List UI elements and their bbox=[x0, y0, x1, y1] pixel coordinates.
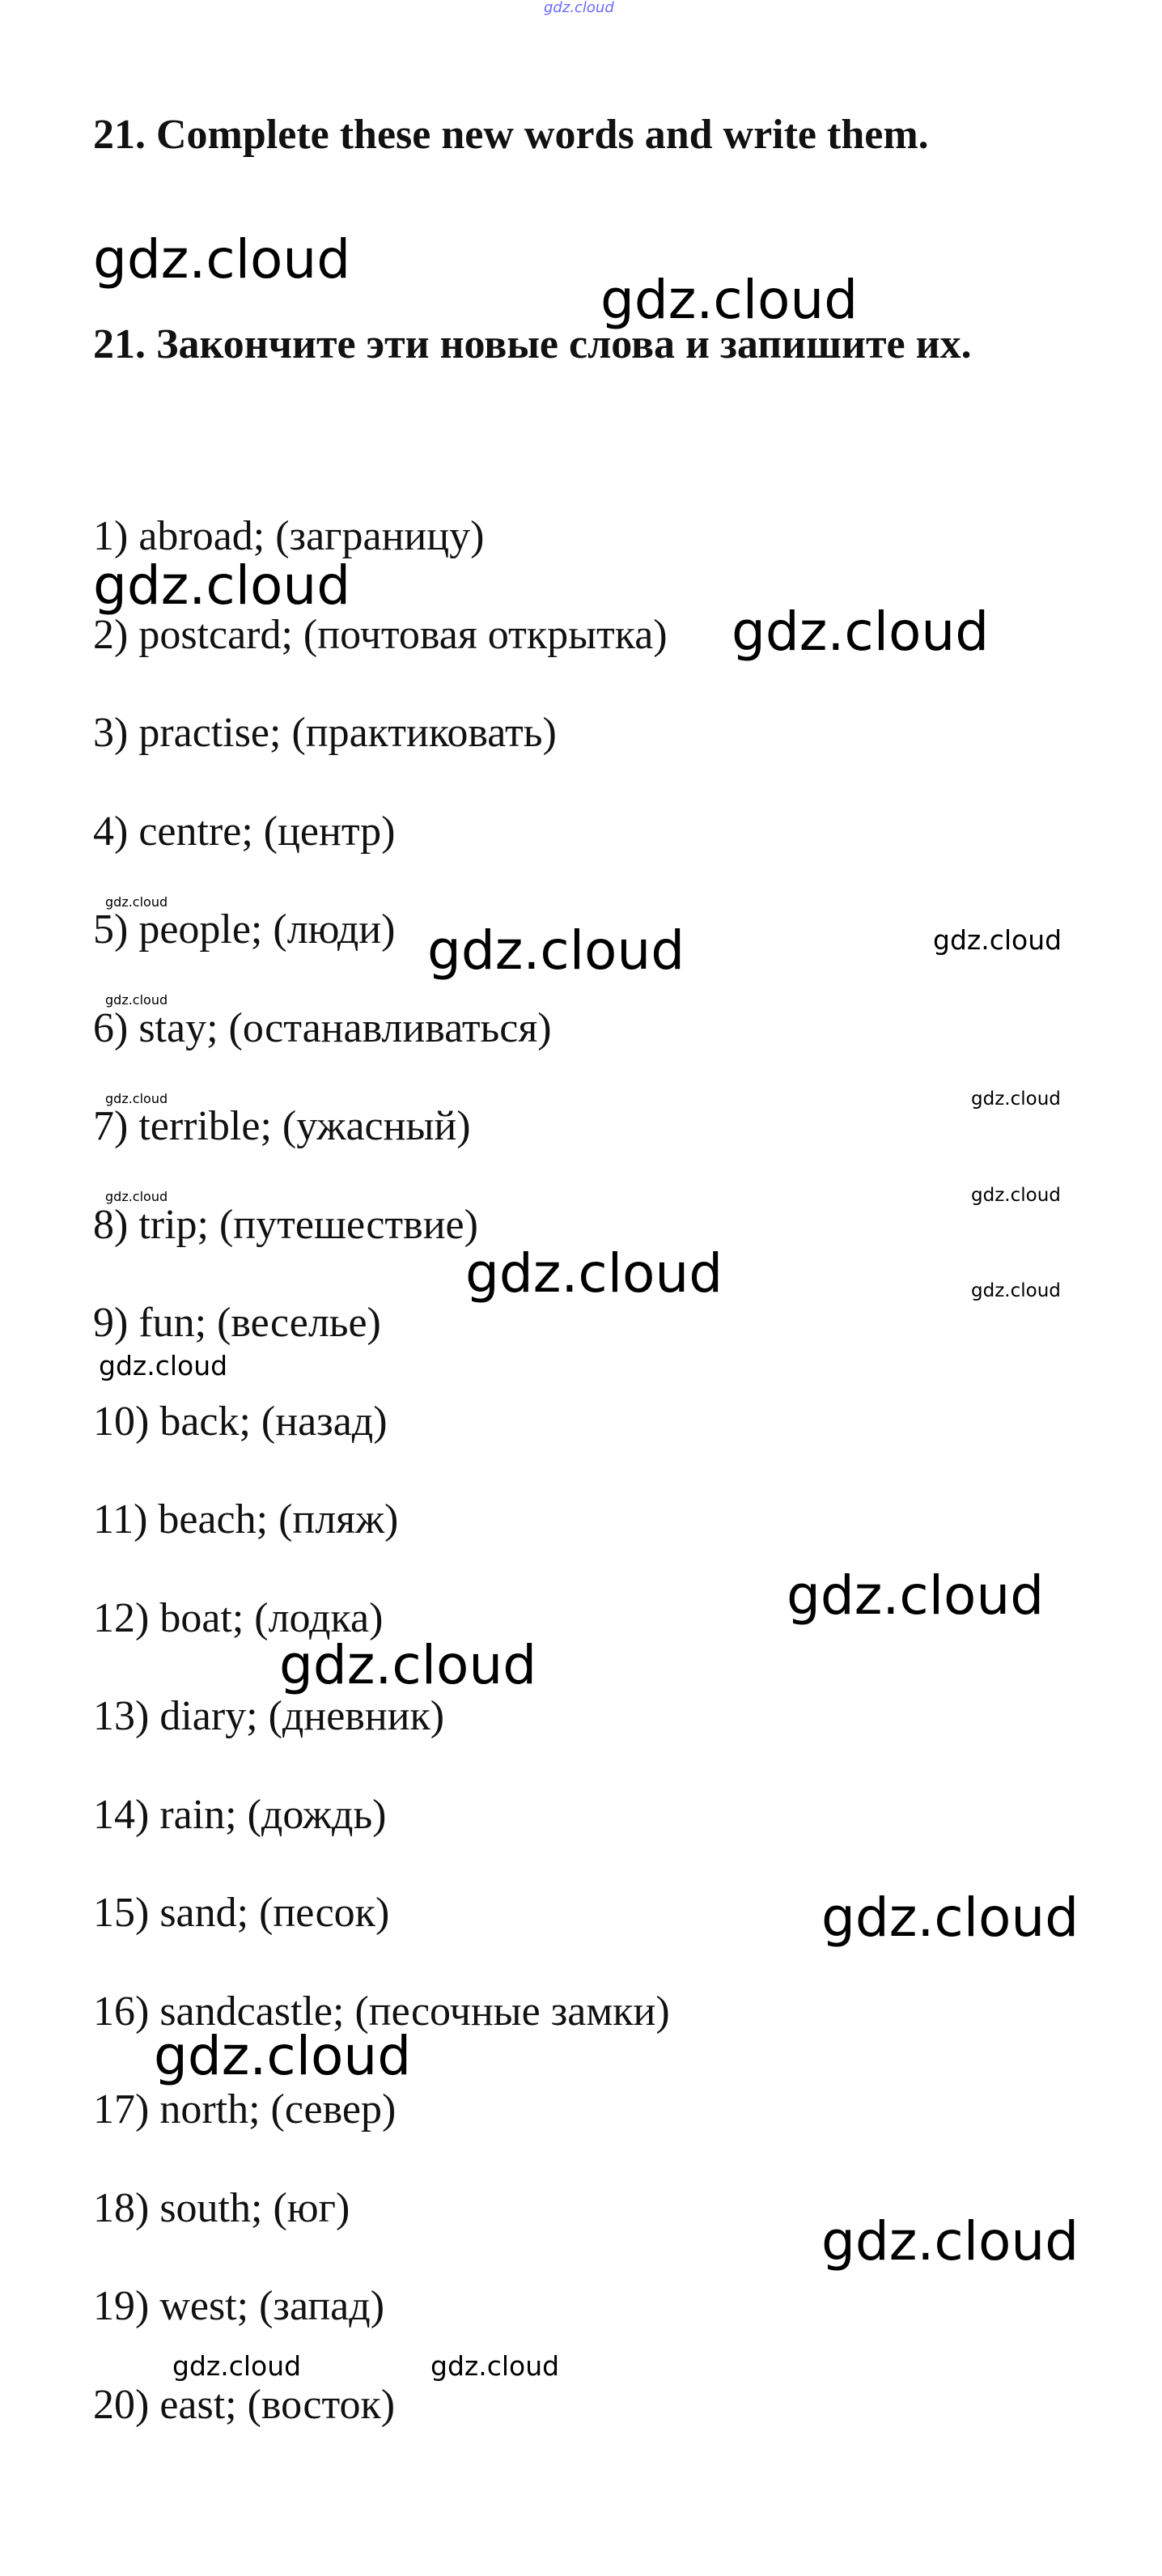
watermark: gdz.cloud bbox=[93, 228, 351, 291]
answer-item: 19) west; (запад) bbox=[93, 2283, 385, 2329]
answer-item: 18) south; (юг) bbox=[93, 2184, 350, 2231]
watermark: gdz.cloud bbox=[971, 1089, 1061, 1110]
answer-item: 8) trip; (путешествие) bbox=[93, 1201, 478, 1248]
watermark: gdz.cloud bbox=[430, 2350, 560, 2382]
answer-item: 15) sand; (песок) bbox=[93, 1890, 390, 1936]
watermark: gdz.cloud bbox=[465, 1242, 723, 1305]
answer-item: 1) abroad; (заграницу) bbox=[93, 513, 485, 559]
watermark: gdz.cloud bbox=[99, 1350, 228, 1381]
answer-item: 13) diary; (дневник) bbox=[93, 1693, 445, 1739]
watermark: gdz.cloud bbox=[787, 1564, 1045, 1627]
answer-item: 7) terrible; (ужасный) bbox=[93, 1103, 471, 1149]
answer-item: 6) stay; (останавливаться) bbox=[93, 1004, 552, 1051]
answer-item: 11) beach; (пляж) bbox=[93, 1496, 399, 1543]
watermark: gdz.cloud bbox=[105, 992, 168, 1008]
watermark: gdz.cloud bbox=[105, 1189, 168, 1204]
watermark: gdz.cloud bbox=[544, 0, 614, 16]
task-heading-ru: 21. Закончите эти новые слова и запишите их. bbox=[93, 321, 972, 367]
answer-item: 10) back; (назад) bbox=[93, 1398, 388, 1445]
answer-item: 20) east; (восток) bbox=[93, 2381, 396, 2428]
answer-item: 4) centre; (центр) bbox=[93, 808, 396, 855]
watermark: gdz.cloud bbox=[971, 1280, 1061, 1301]
watermark: gdz.cloud bbox=[172, 2350, 302, 2382]
answer-item: 3) practise; (практиковать) bbox=[93, 710, 557, 756]
watermark: gdz.cloud bbox=[600, 269, 859, 331]
answer-item: 14) rain; (дождь) bbox=[93, 1791, 387, 1838]
answer-item: 5) people; (люди) bbox=[93, 906, 396, 953]
watermark: gdz.cloud bbox=[732, 601, 990, 663]
answer-list bbox=[93, 512, 670, 2479]
answer-item: 9) fun; (веселье) bbox=[93, 1300, 381, 1346]
watermark: gdz.cloud bbox=[427, 919, 685, 982]
watermark: gdz.cloud bbox=[821, 1886, 1079, 1949]
watermark: gdz.cloud bbox=[933, 924, 1062, 956]
answer-item: 12) boat; (лодка) bbox=[93, 1594, 384, 1641]
watermark: gdz.cloud bbox=[105, 894, 168, 910]
watermark: gdz.cloud bbox=[93, 554, 351, 617]
answer-item: 2) postcard; (почтовая открытка) bbox=[93, 611, 668, 658]
watermark: gdz.cloud bbox=[279, 1634, 537, 1696]
watermark: gdz.cloud bbox=[154, 2025, 412, 2087]
watermark: gdz.cloud bbox=[821, 2210, 1079, 2273]
answer-item: 17) north; (север) bbox=[93, 2086, 397, 2133]
answer-item: 16) sandcastle; (песочные замки) bbox=[93, 1988, 670, 2035]
task-heading-en: 21. Complete these new words and write them. bbox=[93, 112, 929, 158]
watermark: gdz.cloud bbox=[971, 1185, 1061, 1206]
watermark: gdz.cloud bbox=[105, 1091, 168, 1106]
